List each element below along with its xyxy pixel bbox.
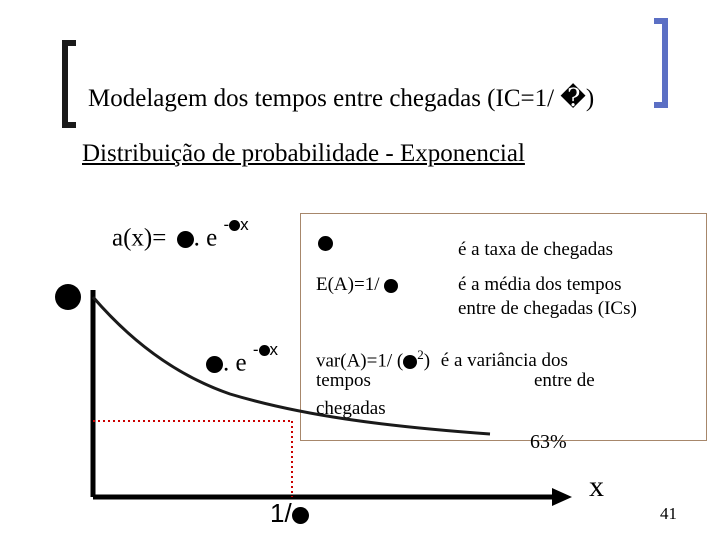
curve-label-exponent bbox=[253, 340, 278, 359]
x-axis-arrowhead bbox=[552, 488, 572, 506]
exponential-curve bbox=[93, 297, 490, 434]
slide-title: Modelagem dos tempos entre chegadas (IC=1/ �) bbox=[88, 85, 595, 112]
lambda-xtick-symbol bbox=[292, 507, 309, 524]
variance-desc-tempos: tempos bbox=[316, 370, 371, 391]
mean-description-2: entre de chegadas (ICs) bbox=[458, 298, 637, 319]
x-tick-text: 1/ bbox=[270, 498, 292, 528]
curve-label bbox=[206, 340, 279, 377]
variance-label-sup: 2 bbox=[417, 347, 424, 362]
variance-description: é a variância dos bbox=[440, 350, 568, 372]
formula-mid: . e bbox=[193, 224, 218, 252]
variance-desc-entre: entre de bbox=[534, 370, 595, 391]
variance-label-a: var(A)=1/ ( bbox=[316, 350, 404, 372]
page-number: 41 bbox=[660, 504, 677, 523]
percentage-annotation: 63% bbox=[530, 431, 567, 453]
variance-label-b: ) bbox=[423, 350, 431, 372]
x-tick-label bbox=[270, 498, 309, 529]
mean-label-text: E(A)=1/ bbox=[316, 274, 380, 295]
variance-desc-chegadas: chegadas bbox=[316, 398, 386, 419]
curve-exp-var: x bbox=[269, 340, 279, 359]
lambda-y-intercept bbox=[55, 284, 81, 310]
formula-exp-prefix: - bbox=[223, 215, 230, 234]
mean-description-1: é a média dos tempos bbox=[458, 274, 622, 295]
lambda-curve-symbol bbox=[206, 356, 223, 373]
rate-description: é a taxa de chegadas bbox=[458, 239, 614, 260]
x-axis-label: x bbox=[589, 470, 604, 503]
formula-prefix: a(x)= bbox=[112, 224, 167, 252]
curve-label-mid: . e bbox=[223, 349, 247, 377]
lambda-curve-exp-symbol bbox=[259, 345, 270, 356]
formula-exp-var: x bbox=[240, 215, 249, 234]
curve-exp-prefix: - bbox=[252, 340, 259, 359]
slide-subtitle: Distribuição de probabilidade - Exponencial bbox=[82, 140, 525, 167]
